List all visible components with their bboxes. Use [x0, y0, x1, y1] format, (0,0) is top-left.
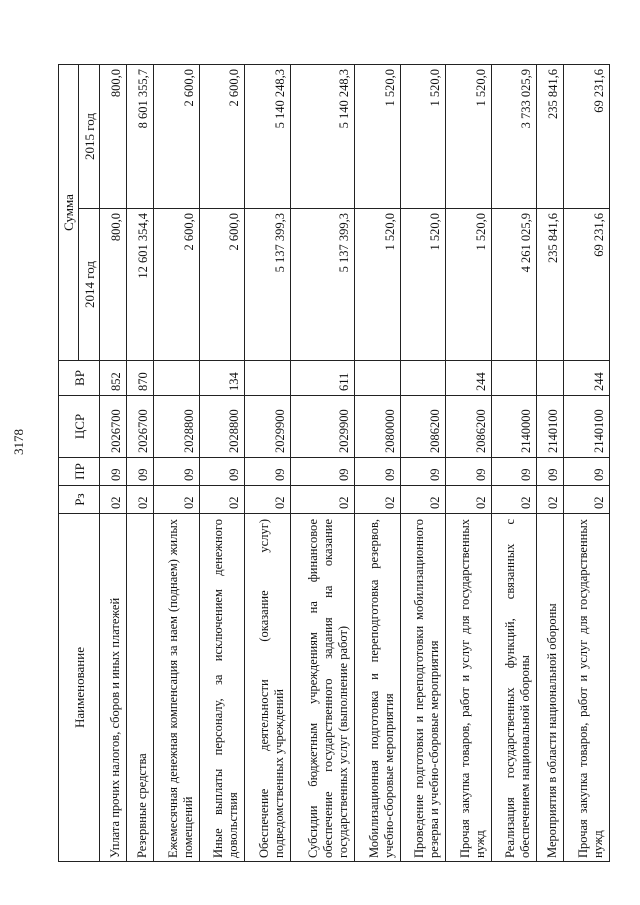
- table-body: [100, 65, 610, 862]
- table-row: [127, 65, 154, 862]
- row-rz: 02: [100, 486, 127, 514]
- row-vr: 611: [290, 361, 354, 396]
- table-header: [59, 65, 100, 862]
- row-pr: 09: [154, 458, 200, 486]
- row-csr: 2086200: [446, 396, 492, 458]
- row-pr: 09: [491, 458, 537, 486]
- row-name: Субсидии бюджетным учреждениям на финансовое обеспечение государственного задания на оказание государственных услуг (выполнение работ): [290, 514, 354, 862]
- row-sum-2014: 5 137 399,3: [290, 209, 354, 361]
- row-rz: 02: [537, 486, 564, 514]
- row-csr: 2029900: [245, 396, 291, 458]
- row-name: Реализация государственных функций, связанных с обеспечением национальной обороны: [491, 514, 537, 862]
- row-csr: 2140100: [564, 396, 610, 458]
- row-sum-2014: 1 520,0: [354, 209, 400, 361]
- page-number: 3178: [11, 429, 26, 455]
- row-pr: 09: [245, 458, 291, 486]
- row-rz: 02: [290, 486, 354, 514]
- row-sum-2014: 69 231,6: [564, 209, 610, 361]
- table-row: [400, 65, 446, 862]
- row-rz: 02: [154, 486, 200, 514]
- row-vr: 870: [127, 361, 154, 396]
- row-vr: 244: [564, 361, 610, 396]
- row-name: Резервные средства: [127, 514, 154, 862]
- row-sum-2015: 1 520,0: [400, 65, 446, 209]
- table-row: [564, 65, 610, 862]
- row-name: Прочая закупка товаров, работ и услуг для государственных нужд: [446, 514, 492, 862]
- row-sum-2014: 235 841,6: [537, 209, 564, 361]
- header-sum: Сумма: [59, 65, 79, 361]
- row-pr: 09: [446, 458, 492, 486]
- budget-table: [58, 64, 610, 862]
- table-row: [245, 65, 291, 862]
- row-pr: 09: [354, 458, 400, 486]
- row-vr: [154, 361, 200, 396]
- row-csr: 2086200: [400, 396, 446, 458]
- table-row: [537, 65, 564, 862]
- row-name: Проведение подготовки и переподготовки мобилизационного резерва и учебно-сборовые мероприятия: [400, 514, 446, 862]
- row-name: Ежемесячная денежная компенсация за наем (поднаем) жилых помещений: [154, 514, 200, 862]
- row-vr: 852: [100, 361, 127, 396]
- table-row: [354, 65, 400, 862]
- row-csr: 2140000: [491, 396, 537, 458]
- row-sum-2015: 1 520,0: [354, 65, 400, 209]
- row-pr: 09: [537, 458, 564, 486]
- row-rz: 02: [564, 486, 610, 514]
- row-vr: 244: [446, 361, 492, 396]
- header-vr: ВР: [59, 361, 100, 396]
- row-rz: 02: [400, 486, 446, 514]
- row-sum-2015: 5 140 248,3: [245, 65, 291, 209]
- row-pr: 09: [290, 458, 354, 486]
- row-sum-2014: 800,0: [100, 209, 127, 361]
- row-csr: 2026700: [100, 396, 127, 458]
- row-sum-2014: 5 137 399,3: [245, 209, 291, 361]
- header-csr: ЦСР: [59, 396, 100, 458]
- row-sum-2015: 800,0: [100, 65, 127, 209]
- row-name: Иные выплаты персоналу, за исключением денежного довольствия: [199, 514, 245, 862]
- table-row: [446, 65, 492, 862]
- row-rz: 02: [491, 486, 537, 514]
- row-pr: 09: [400, 458, 446, 486]
- row-csr: 2028800: [154, 396, 200, 458]
- row-sum-2014: 2 600,0: [154, 209, 200, 361]
- header-pr: ПР: [59, 458, 100, 486]
- table-row: [100, 65, 127, 862]
- row-name: Обеспечение деятельности (оказание услуг) подведомственных учреждений: [245, 514, 291, 862]
- row-sum-2015: 2 600,0: [199, 65, 245, 209]
- row-pr: 09: [100, 458, 127, 486]
- row-pr: 09: [564, 458, 610, 486]
- row-rz: 02: [245, 486, 291, 514]
- row-sum-2015: 1 520,0: [446, 65, 492, 209]
- row-rz: 02: [354, 486, 400, 514]
- row-pr: 09: [199, 458, 245, 486]
- row-name: Прочая закупка товаров, работ и услуг для государственных нужд: [564, 514, 610, 862]
- header-2015: 2015 год: [79, 65, 100, 209]
- row-vr: [245, 361, 291, 396]
- row-sum-2015: 2 600,0: [154, 65, 200, 209]
- row-sum-2015: 8 601 355,7: [127, 65, 154, 209]
- header-2014: 2014 год: [79, 209, 100, 361]
- row-sum-2015: 235 841,6: [537, 65, 564, 209]
- table-row: [154, 65, 200, 862]
- row-rz: 02: [199, 486, 245, 514]
- table-row: [290, 65, 354, 862]
- row-name: Мероприятия в области национальной обороны: [537, 514, 564, 862]
- row-rz: 02: [127, 486, 154, 514]
- rotated-page-content: [58, 65, 610, 862]
- row-csr: 2028800: [199, 396, 245, 458]
- row-pr: 09: [127, 458, 154, 486]
- row-vr: [491, 361, 537, 396]
- row-vr: 134: [199, 361, 245, 396]
- row-vr: [537, 361, 564, 396]
- row-rz: 02: [446, 486, 492, 514]
- header-rz: Рз: [59, 486, 100, 514]
- row-csr: 2026700: [127, 396, 154, 458]
- row-sum-2014: 1 520,0: [400, 209, 446, 361]
- row-sum-2015: 69 231,6: [564, 65, 610, 209]
- table-row: [199, 65, 245, 862]
- row-sum-2015: 3 733 025,9: [491, 65, 537, 209]
- row-sum-2014: 2 600,0: [199, 209, 245, 361]
- row-csr: 2080000: [354, 396, 400, 458]
- row-sum-2014: 4 261 025,9: [491, 209, 537, 361]
- row-sum-2014: 12 601 354,4: [127, 209, 154, 361]
- row-name: Мобилизационная подготовка и переподготовка резервов, учебно-сборовые мероприятия: [354, 514, 400, 862]
- row-sum-2015: 5 140 248,3: [290, 65, 354, 209]
- row-vr: [400, 361, 446, 396]
- row-sum-2014: 1 520,0: [446, 209, 492, 361]
- row-name: Уплата прочих налогов, сборов и иных платежей: [100, 514, 127, 862]
- table-row: [491, 65, 537, 862]
- header-name: Наименование: [59, 514, 100, 862]
- row-csr: 2029900: [290, 396, 354, 458]
- row-csr: 2140100: [537, 396, 564, 458]
- row-vr: [354, 361, 400, 396]
